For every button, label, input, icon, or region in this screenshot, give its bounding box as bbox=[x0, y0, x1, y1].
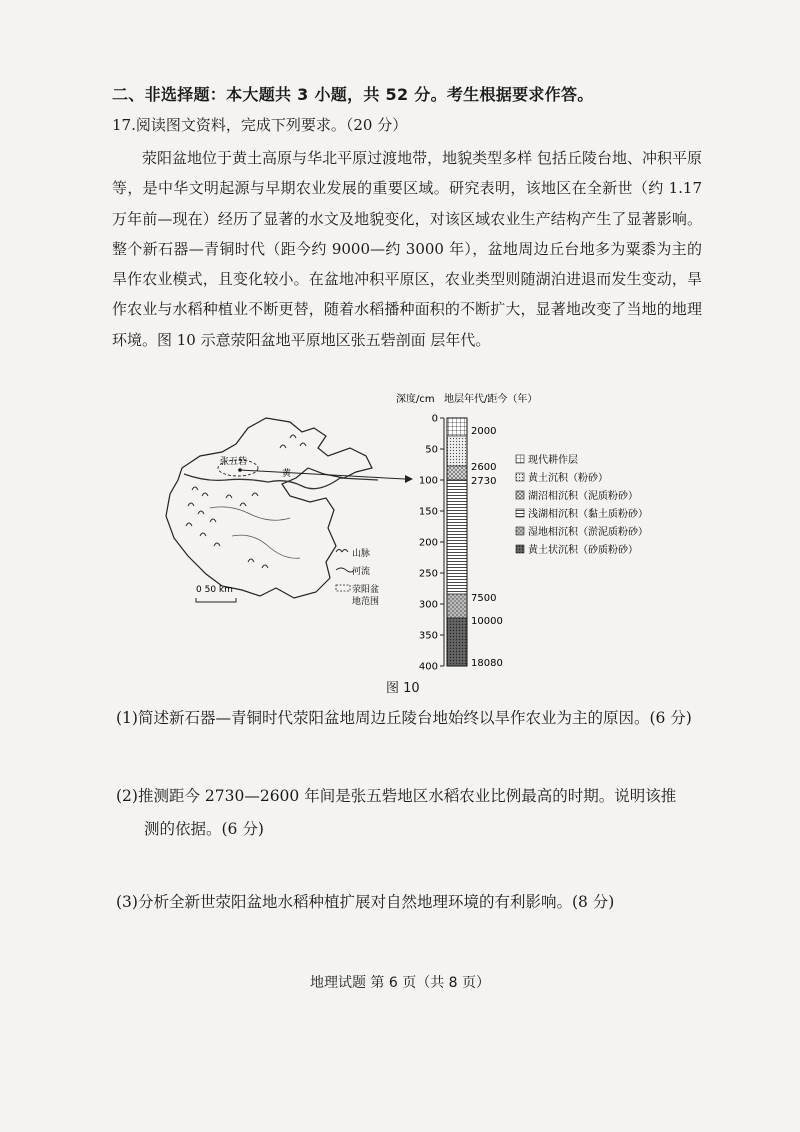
sub-question-1: (1)简述新石器—青铜时代荥阳盆地周边丘陵台地始终以旱作农业为主的原因。(6 分) bbox=[116, 709, 692, 727]
figure-caption: 图 10 bbox=[386, 681, 420, 696]
depth-tick-label: 0 bbox=[431, 413, 438, 425]
legend-swatch bbox=[516, 509, 524, 517]
legend-item: 浅湖相沉积（黏土质粉砂） bbox=[528, 509, 648, 520]
depth-tick-label: 150 bbox=[418, 506, 438, 518]
legend-swatch bbox=[516, 473, 524, 481]
depth-header: 深度/cm bbox=[396, 394, 435, 405]
legend-swatch bbox=[516, 527, 524, 535]
river-branch bbox=[232, 535, 300, 558]
scale-bar bbox=[196, 598, 236, 602]
depth-tick-label: 100 bbox=[418, 475, 438, 487]
legend-item: 黄土状沉积（砂质粉砂） bbox=[528, 545, 638, 556]
province-outline bbox=[166, 418, 372, 598]
legend-basin-2: 地范围 bbox=[352, 597, 380, 607]
sub-question-2 bbox=[116, 780, 716, 846]
figure-10 bbox=[140, 386, 700, 678]
age-label: 7500 bbox=[471, 593, 497, 604]
layer-loess-like bbox=[447, 618, 467, 666]
river-label: 黄 bbox=[282, 469, 292, 479]
depth-tick-label: 350 bbox=[418, 630, 438, 642]
layer-wetland bbox=[447, 594, 467, 618]
age-label: 18080 bbox=[471, 658, 503, 669]
question-paragraph bbox=[112, 143, 702, 355]
age-label: 10000 bbox=[471, 616, 503, 627]
profile-legend bbox=[516, 453, 648, 556]
layer-loess-silt bbox=[447, 436, 467, 466]
legend-mountain: 山脉 bbox=[352, 549, 371, 559]
depth-tick-label: 300 bbox=[418, 599, 438, 611]
sub-question-2-line-1: (2)推测距今 2730—2600 年间是张五砦地区水稻农业比例最高的时期。说明该推 bbox=[116, 787, 677, 805]
layer-shallow-lake bbox=[447, 480, 467, 594]
page-footer: 地理试题 第 6 页（共 8 页） bbox=[309, 975, 491, 991]
legend-swatch bbox=[516, 545, 524, 553]
basin-legend-icon bbox=[336, 585, 350, 591]
depth-tick-label: 200 bbox=[418, 537, 438, 549]
sub-question-2-line-2: 测的依据。(6 分) bbox=[144, 820, 264, 838]
question-title: 17.阅读图文资料，完成下列要求。（20 分） bbox=[112, 116, 408, 134]
depth-tick-label: 400 bbox=[418, 661, 438, 673]
legend-item: 黄土沉积（粉砂） bbox=[528, 473, 608, 484]
depth-axis bbox=[419, 414, 444, 673]
age-label: 2600 bbox=[471, 462, 497, 473]
stratigraphic-profile bbox=[396, 392, 648, 673]
site-arrow-line bbox=[240, 470, 405, 479]
legend-item: 湖沼相沉积（泥质粉砂） bbox=[528, 491, 638, 502]
legend-river: 河流 bbox=[352, 567, 371, 577]
legend-swatch bbox=[516, 455, 524, 463]
depth-tick-label: 50 bbox=[425, 444, 438, 456]
site-label: 张五砦 bbox=[220, 457, 248, 467]
age-label: 2000 bbox=[471, 426, 497, 437]
layer-modern-tillage bbox=[447, 418, 467, 436]
legend-item: 现代耕作层 bbox=[528, 455, 578, 466]
river-branch bbox=[210, 507, 290, 520]
mountain-legend-icon bbox=[336, 550, 348, 553]
layer-lake-swamp bbox=[447, 466, 467, 480]
legend-item: 湿地相沉积（淤泥质粉砂） bbox=[528, 527, 648, 538]
legend-basin-1: 荥阳盆 bbox=[352, 585, 380, 595]
scale-label: 0 50 km bbox=[196, 585, 233, 595]
sub-question-3: (3)分析全新世荥阳盆地水稻种植扩展对自然地理环境的有利影响。(8 分) bbox=[116, 893, 615, 911]
age-header: 地层年代/距今（年） bbox=[444, 394, 538, 405]
age-label: 2730 bbox=[471, 476, 497, 487]
section-title: 二、非选择题：本大题共 3 小题，共 52 分。考生根据要求作答。 bbox=[112, 85, 594, 104]
site-arrow-head bbox=[405, 475, 413, 483]
basin-map bbox=[166, 418, 413, 607]
paragraph-text: 荥阳盆地位于黄土高原与华北平原过渡地带，地貌类型多样 包括丘陵台地、冲积平原等，是中华文明起源与早期农业发展的重要区域。研究表明，该地区在全新世（约 1.17 万年前—现在）经历了显著的水文及地貌变化，对该区域农业生产结构产生了显著影响。整个新石器—青铜时代（距今约 9000—约 3000 年），盆地周边丘台地多为粟黍为主的旱作农业模式，且变化较小。在盆地冲积平原区，农业类型则随湖泊进退而发生变动，旱作农业与水稻种植业不断更替，随着水稻播种面积的不断扩大，显著地改变了当地的地理环境。图 10 示意荥阳盆地平原地区张五砦剖面 层年代。 bbox=[112, 149, 702, 349]
legend-swatch bbox=[516, 491, 524, 499]
depth-tick-label: 250 bbox=[418, 568, 438, 580]
